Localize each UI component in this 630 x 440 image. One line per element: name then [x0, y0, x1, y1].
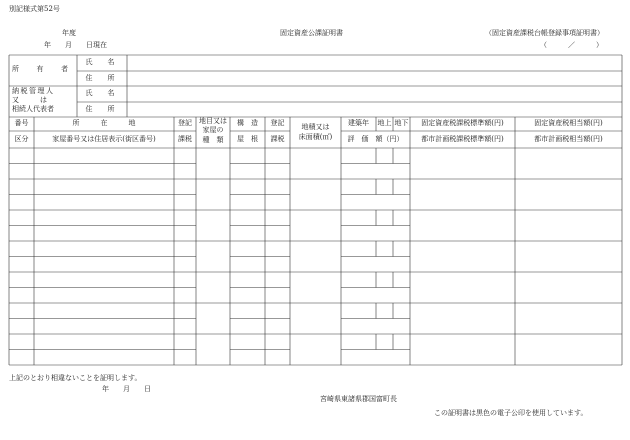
col-city-planning-tax-header: 都市計画税相当額(円): [534, 135, 603, 143]
col-taxable-header: 課税: [178, 135, 192, 143]
as-of-date: 年 月 日現在: [44, 41, 107, 49]
col-location-header: 所 在 地: [72, 119, 136, 127]
fiscal-year-label: 年度: [62, 29, 76, 37]
col-roof-header: 屋 根: [237, 135, 258, 143]
agent-heading-line1: 納税管理人: [12, 87, 55, 95]
col-registered2-header: 登記: [270, 119, 285, 127]
col-floors-below-header: 地下: [394, 119, 409, 127]
page-indicator: （ ／ ）: [540, 41, 603, 49]
col-floors-above-header: 地上: [377, 119, 392, 127]
certification-date: 年 月 日: [102, 385, 151, 393]
col-division-header: 区分: [14, 135, 29, 143]
col-fixed-asset-standard-header: 固定資産税課税標準額(円): [421, 119, 504, 127]
col-area-header-2: 床面積(㎡): [298, 133, 333, 141]
agent-heading-line2: 又 は: [12, 96, 47, 104]
col-landuse-header-1: 地目又は: [199, 117, 227, 125]
document-title: 固定資産公課証明書: [280, 29, 343, 37]
col-landuse-header-2: 家屋の: [202, 126, 224, 134]
col-landuse-header-3: 種 類: [202, 136, 224, 144]
owner-name-label: 氏 名: [85, 58, 119, 66]
col-built-year-header: 建築年: [348, 119, 369, 127]
col-city-planning-standard-header: 都市計画税課税標準額(円): [421, 135, 504, 143]
agent-heading-line3: 相続人代表者: [12, 105, 54, 113]
col-area-header-1: 地積又は: [301, 123, 330, 131]
electronic-seal-note: この証明書は黒色の電子公印を使用しています。: [434, 409, 588, 417]
col-valuation-header: 評 価 額（円）: [347, 135, 404, 143]
col-registered-header: 登記: [178, 119, 192, 127]
col-house-number-header: 家屋番号又は住居表示(街区番号): [52, 135, 156, 143]
certification-statement: 上記のとおり相違ないことを証明します。: [9, 374, 142, 382]
agent-name-label: 氏 名: [85, 89, 119, 97]
col-structure-header: 構 造: [237, 119, 258, 127]
col-fixed-asset-tax-header: 固定資産税相当額(円): [534, 119, 603, 127]
col-taxable2-header: 課税: [270, 135, 285, 143]
document-subtitle: （固定資産課税台帳登録事項証明書）: [485, 29, 604, 37]
agent-address-label: 住 所: [85, 105, 119, 113]
owner-heading: 所 有 者: [12, 65, 68, 73]
owner-address-label: 住 所: [85, 74, 119, 82]
issuer-name: 宮崎県東諸県郡国富町長: [320, 395, 397, 403]
form-number: 別記様式第52号: [9, 5, 60, 13]
col-number-header: 番号: [14, 119, 29, 127]
